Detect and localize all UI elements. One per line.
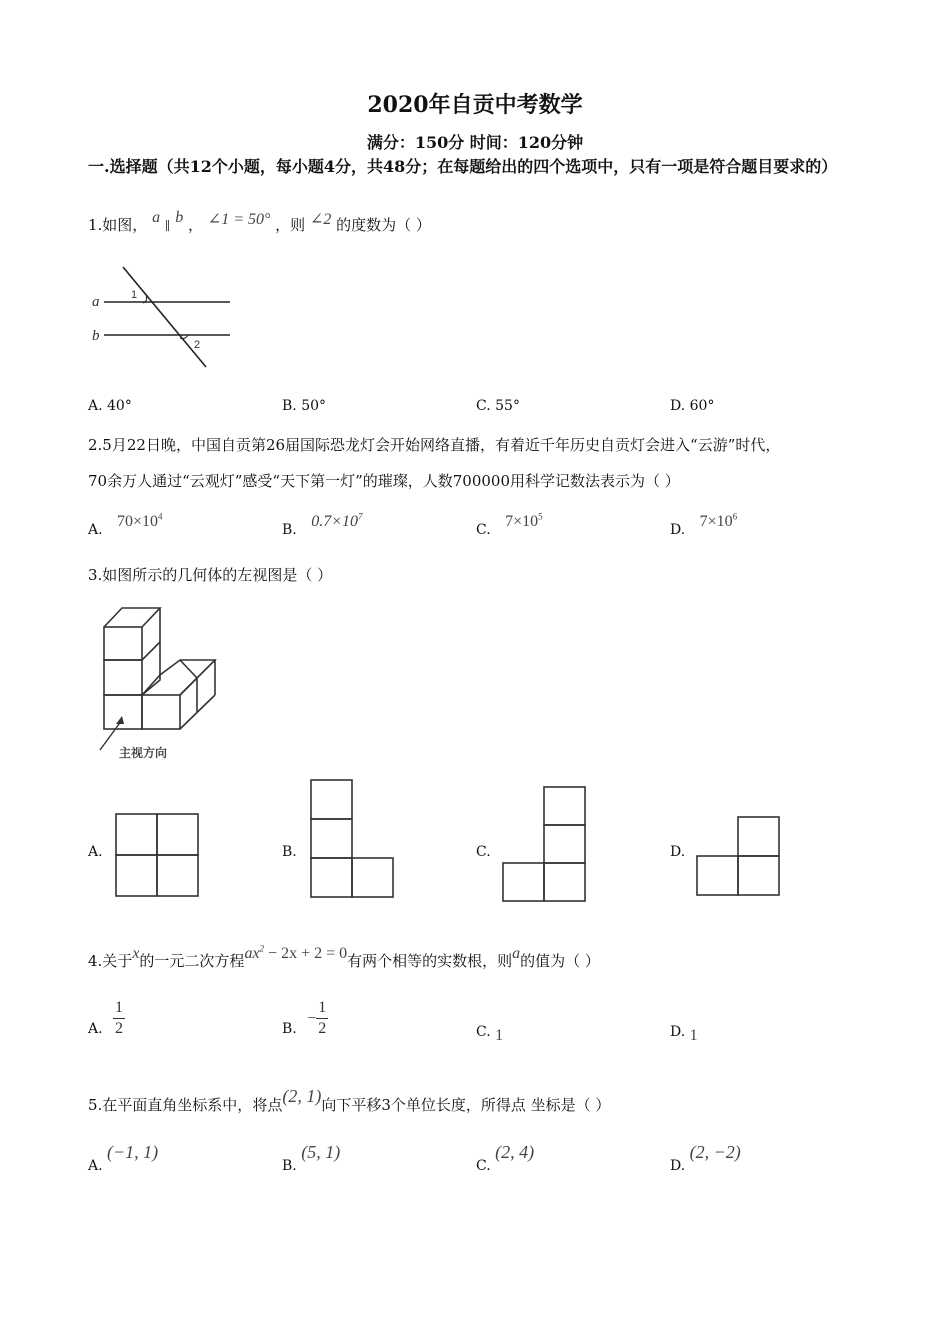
page-title: 2020年自贡中考数学 — [367, 92, 583, 118]
q4-var-a: a — [512, 945, 521, 962]
label-b: b — [92, 328, 100, 344]
question-2-line-1: 2.5月22日晚，中国自贡第26届国际恐龙灯会开始网络直播，有着近千年历史自贡灯会进入“云游”时代， — [88, 436, 781, 454]
q3-option-d-figure[interactable] — [695, 815, 781, 897]
q3-option-a-label[interactable]: A. — [88, 844, 103, 860]
q1-angle1-condition: ∠1 = 50° — [207, 211, 271, 228]
question-3: 3.如图所示的几何体的左视图是（ ） — [88, 566, 333, 584]
q2-option-a[interactable]: A. $70\times 10^4$ — [88, 512, 163, 539]
q1-angle2: ∠2 — [309, 211, 332, 228]
q1-var-b: b — [175, 209, 184, 226]
label-a: a — [92, 294, 100, 310]
q1-parallel-symbol: ∥ — [164, 219, 171, 233]
q5-point: (2, 1) — [282, 1086, 322, 1106]
q3-option-b-label[interactable]: B. — [282, 844, 297, 860]
question-5: 5.在平面直角坐标系中，将点(2, 1)向下平移3个单位长度，所得点 坐标是（ ） — [88, 1086, 611, 1114]
q3-option-c-label[interactable]: C. — [476, 844, 491, 860]
q4-var-x: x — [132, 945, 140, 962]
q5-option-a[interactable]: A. (−1, 1) — [88, 1142, 159, 1174]
q4-option-c[interactable]: C. 1 — [476, 1024, 504, 1044]
q5-option-d[interactable]: D. (2, −2) — [670, 1142, 741, 1174]
q3-view-direction-label: 主视方向 — [119, 746, 168, 760]
q2-option-d[interactable]: D. $7\times 10^6$ — [670, 512, 738, 539]
q4-option-a[interactable]: A. $\frac{1}{2}$ — [88, 999, 124, 1037]
q3-option-b-figure[interactable] — [309, 778, 395, 900]
q3-option-d-label[interactable]: D. — [670, 844, 686, 860]
label-angle-1: 1 — [131, 289, 138, 301]
q4-option-b[interactable]: B. − $\frac{1}{2}$ — [282, 999, 327, 1037]
q1-option-d[interactable]: D. 60° — [670, 398, 715, 414]
q1-prefix: 1.如图， — [88, 216, 148, 234]
q3-option-c-figure[interactable] — [501, 785, 587, 903]
q2-option-b[interactable]: B. $0.7\times 10^7$ — [282, 512, 363, 539]
q1-separator: ， — [187, 216, 203, 234]
question-1 — [88, 209, 431, 235]
q4-option-d[interactable]: D. 1 — [670, 1024, 698, 1044]
q5-option-c[interactable]: C. (2, 4) — [476, 1142, 535, 1174]
question-2-line-2: 70余万人通过“云观灯”感受“天下第一灯”的璀璨，人数700000用科学记数法表示为（ ） — [88, 472, 680, 490]
q4-equation: $ax^2 - 2x + 2 = 0$ — [244, 943, 348, 962]
q1-option-c[interactable]: C. 55° — [476, 398, 520, 414]
q1-mid: ，则 — [275, 216, 306, 234]
q1-option-b[interactable]: B. 50° — [282, 398, 327, 414]
exam-info: 满分：150分 时间：120分钟 — [366, 133, 584, 152]
label-angle-2: 2 — [194, 339, 201, 351]
q3-option-a-figure[interactable] — [114, 812, 200, 900]
section-heading: 一.选择题（共12个小题，每小题4分，共48分；在每题给出的四个选项中，只有一项是符合题目要求的） — [88, 157, 838, 176]
q1-parallel-lines-figure — [88, 262, 238, 372]
q1-suffix: 的度数为（ ） — [336, 216, 431, 234]
question-4: 4.关于x的一元二次方程$ax^2 - 2x + 2 = 0$有两个相等的实数根，则a的值为（ ） — [88, 943, 600, 970]
q2-option-c[interactable]: C. $7\times 10^5$ — [476, 512, 543, 539]
q1-option-a[interactable]: A. 40° — [88, 398, 132, 414]
q5-option-b[interactable]: B. (5, 1) — [282, 1142, 341, 1174]
q1-var-a: a — [152, 209, 161, 226]
q3-solid-figure — [95, 600, 230, 765]
